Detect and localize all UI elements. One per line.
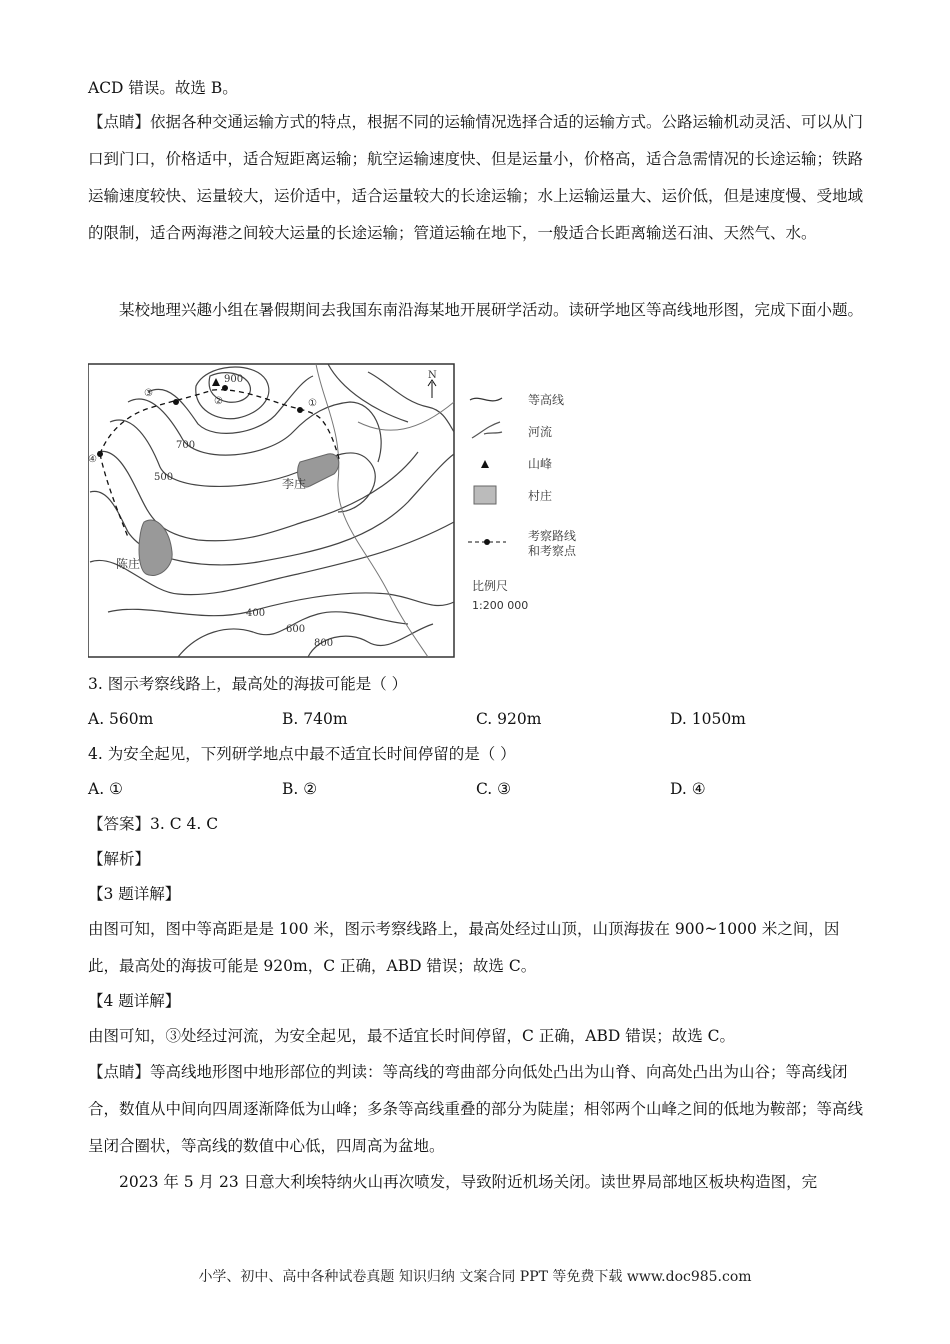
q4-option-b: B. ② bbox=[282, 780, 318, 798]
village-label-chenzhuang: 陈庄 bbox=[116, 557, 141, 571]
contour-label-400: 400 bbox=[246, 608, 266, 619]
village-label-lizhuang: 李庄 bbox=[282, 477, 307, 491]
question-4-options bbox=[88, 771, 864, 808]
answer-label: 【答案】 bbox=[88, 815, 151, 833]
legend-route-label-1: 考察路线 bbox=[528, 529, 577, 543]
scale-label: 比例尺 bbox=[472, 579, 509, 593]
point-1-label: ① bbox=[308, 398, 317, 409]
detail-4-label: 【4 题详解】 bbox=[88, 992, 181, 1010]
legend-river-label: 河流 bbox=[528, 425, 553, 439]
detail-3-label: 【3 题详解】 bbox=[88, 885, 181, 903]
question-3-stem: 3. 图示考察线路上，最高处的海拔可能是（ ） bbox=[88, 675, 408, 693]
contour-label-500: 500 bbox=[154, 472, 174, 483]
legend-route-label-2: 和考察点 bbox=[528, 544, 577, 558]
answer-text: 3. C 4. C bbox=[150, 815, 219, 833]
intro-paragraph: 某校地理兴趣小组在暑假期间去我国东南沿海某地开展研学活动。读研学地区等高线地形图，完成下面小题。 bbox=[119, 301, 864, 319]
answer-line bbox=[88, 806, 864, 843]
dianjing-label: 【点睛】 bbox=[88, 113, 151, 131]
legend-river-icon bbox=[472, 422, 502, 438]
detail-3-text: 由图可知，图中等高距是是 100 米，图示考察线路上，最高处经过山顶，山顶海拔在 900~1000 米之间，因此，最高处的海拔可能是 920m，C 正确，ABD 错误；故选 C。 bbox=[88, 920, 840, 975]
detail-4-text: 由图可知，③处经过河流，为安全起见，最不适宜长时间停留，C 正确，ABD 错误；故选 C。 bbox=[88, 1027, 736, 1045]
q4-option-d: D. ④ bbox=[670, 780, 706, 798]
question-3-options bbox=[88, 701, 864, 738]
q3-option-a: A. 560m bbox=[88, 710, 154, 728]
point-3-label: ③ bbox=[144, 388, 153, 399]
legend-village-icon bbox=[474, 486, 496, 504]
question-4-stem: 4. 为安全起见，下列研学地点中最不适宜长时间停留的是（ ） bbox=[88, 745, 516, 763]
q3-option-d: D. 1050m bbox=[670, 710, 746, 728]
legend-village-label: 村庄 bbox=[528, 489, 553, 503]
legend-peak-label: 山峰 bbox=[528, 457, 553, 471]
dianjing-paragraph-2 bbox=[88, 1054, 864, 1165]
map-legend bbox=[468, 392, 577, 612]
text-line-acd: ACD 错误。故选 B。 bbox=[88, 79, 238, 97]
contour-label-800: 800 bbox=[314, 638, 334, 649]
point-4-label: ④ bbox=[88, 454, 97, 465]
dianjing-paragraph-1 bbox=[88, 104, 864, 252]
intro-2-paragraph: 2023 年 5 月 23 日意大利埃特纳火山再次喷发，导致附近机场关闭。读世界局部地区板块构造图，完 bbox=[119, 1173, 818, 1191]
dianjing-2-label: 【点睛】 bbox=[88, 1063, 151, 1081]
contour-label-700: 700 bbox=[176, 440, 196, 451]
contour-map bbox=[88, 362, 588, 659]
legend-peak-icon bbox=[481, 460, 489, 468]
dianjing-text: 依据各种交通运输方式的特点，根据不同的运输情况选择合适的运输方式。公路运输机动灵活、可以从门口到门口，价格适中，适合短距离运输；航空运输速度快、但是运量小，价格高，适合急需情况的长途运输；铁路运输速度较快、运量较大，运价适中，适合运量较大的长途运输；水上运输运量大、运价低，但是速度慢、受地域的限制，适合两海港之间较大运量的长途运输；管道运输在地下，一般适合长距离输送石油、天然气、水。 bbox=[88, 113, 864, 242]
contour-label-600: 600 bbox=[286, 624, 306, 635]
point-2-label: ② bbox=[214, 396, 223, 407]
analysis-label: 【解析】 bbox=[88, 850, 151, 868]
legend-contour-icon bbox=[470, 398, 502, 401]
q4-option-a: A. ① bbox=[88, 780, 123, 798]
q3-option-c: C. 920m bbox=[476, 710, 542, 728]
page-footer: 小学、初中、高中各种试卷真题 知识归纳 文案合同 PPT 等免费下载 www.doc985.com bbox=[198, 1269, 752, 1285]
q3-option-b: B. 740m bbox=[282, 710, 348, 728]
legend-contour-label: 等高线 bbox=[528, 393, 565, 407]
q4-option-c: C. ③ bbox=[476, 780, 512, 798]
scale-value: 1:200 000 bbox=[472, 599, 529, 612]
north-label: N bbox=[428, 370, 437, 381]
dianjing-2-text: 等高线地形图中地形部位的判读：等高线的弯曲部分向低处凸出为山脊、向高处凸出为山谷；等高线闭合，数值从中间向四周逐渐降低为山峰；多条等高线重叠的部分为陡崖；相邻两个山峰之间的低地为鞍部；等高线呈闭合圈状，等高线的数值中心低，四周高为盆地。 bbox=[88, 1063, 864, 1155]
contour-label-900: 900 bbox=[224, 374, 244, 385]
